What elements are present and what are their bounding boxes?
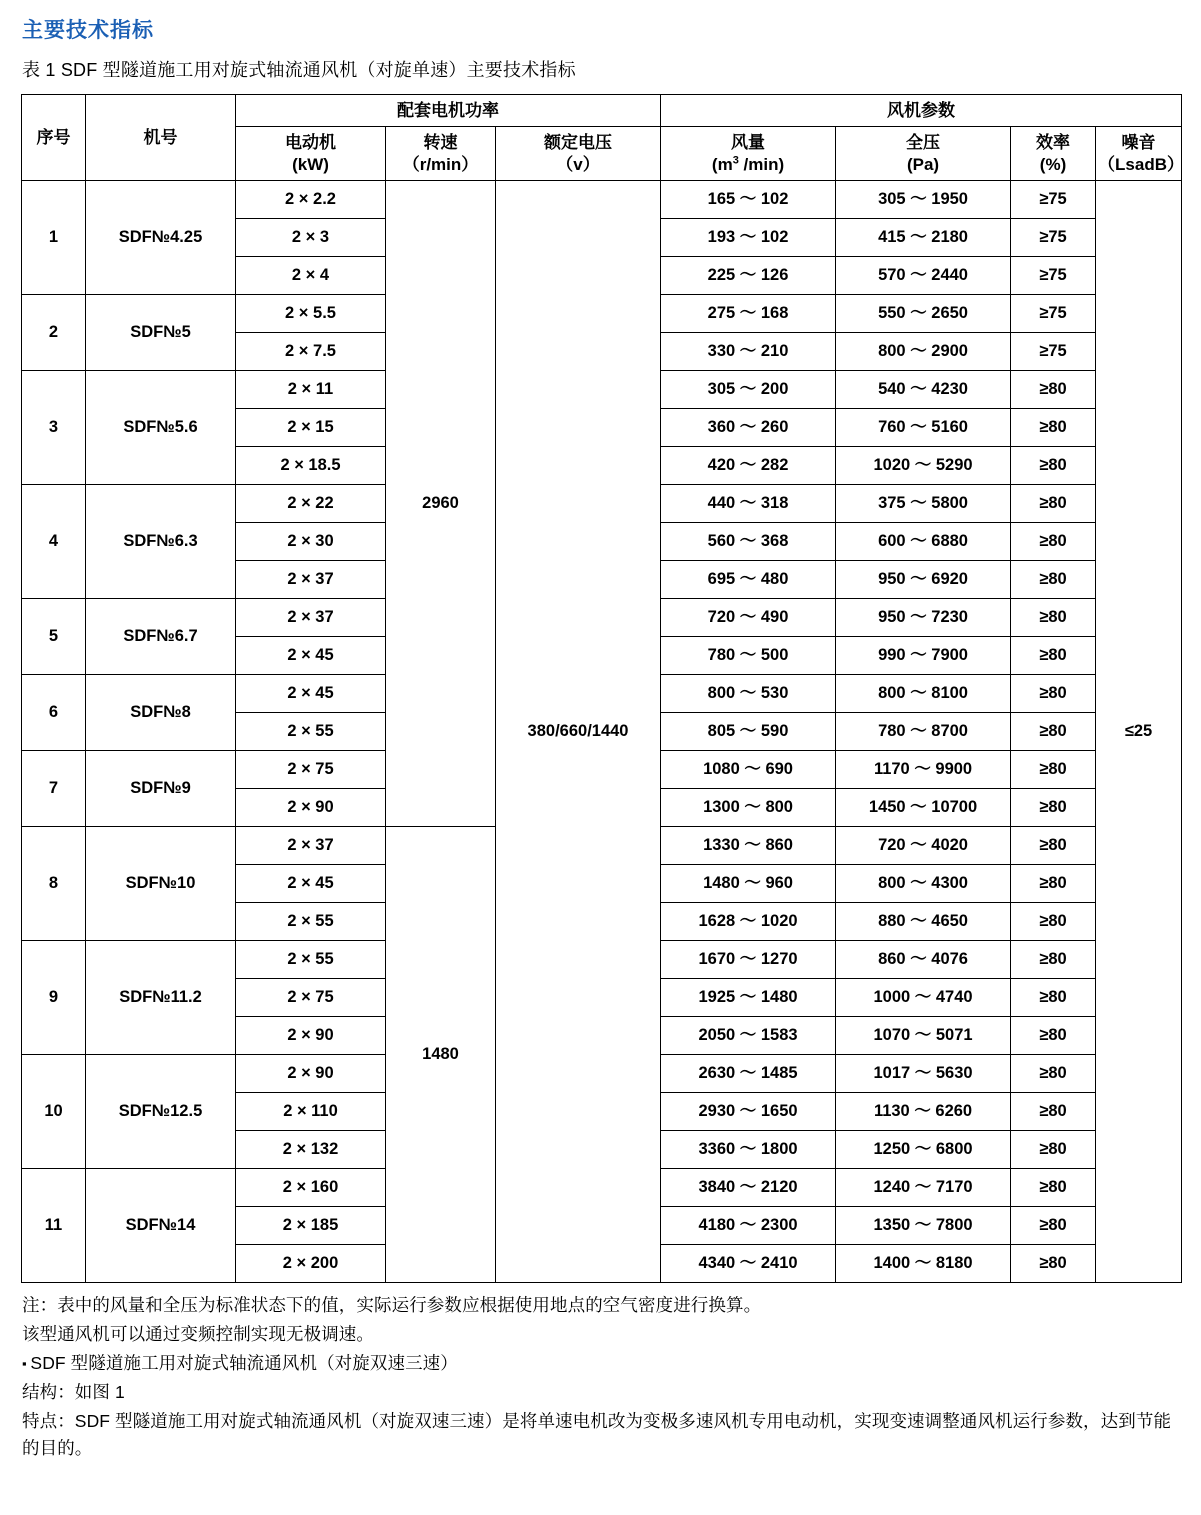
col-header-model: 机号	[86, 95, 236, 181]
cell-efficiency: ≥80	[1011, 864, 1096, 902]
cell-efficiency: ≥80	[1011, 712, 1096, 750]
cell-efficiency: ≥80	[1011, 636, 1096, 674]
cell-motor-power: 2 × 11	[236, 370, 386, 408]
cell-efficiency: ≥80	[1011, 750, 1096, 788]
cell-flow: 1300 ～ 800	[661, 788, 836, 826]
cell-efficiency: ≥80	[1011, 1206, 1096, 1244]
cell-efficiency: ≥80	[1011, 674, 1096, 712]
group-header-motor: 配套电机功率	[236, 95, 661, 127]
cell-efficiency: ≥80	[1011, 788, 1096, 826]
cell-flow: 720 ～ 490	[661, 598, 836, 636]
cell-flow: 420 ～ 282	[661, 446, 836, 484]
cell-motor-power: 2 × 7.5	[236, 332, 386, 370]
cell-model: SDF№10	[86, 826, 236, 940]
cell-flow: 193 ～ 102	[661, 218, 836, 256]
cell-motor-power: 2 × 45	[236, 636, 386, 674]
cell-flow: 275 ～ 168	[661, 294, 836, 332]
table-caption: 表 1 SDF 型隧道施工用对旋式轴流通风机（对旋单速）主要技术指标	[22, 60, 576, 80]
cell-efficiency: ≥80	[1011, 826, 1096, 864]
cell-flow: 1925 ～ 1480	[661, 978, 836, 1016]
cell-pressure: 1130 ～ 6260	[836, 1092, 1011, 1130]
cell-motor-power: 2 × 75	[236, 978, 386, 1016]
col-header-no: 序号	[22, 95, 86, 181]
cell-pressure: 860 ～ 4076	[836, 940, 1011, 978]
cell-pressure: 540 ～ 4230	[836, 370, 1011, 408]
cell-efficiency: ≥80	[1011, 1168, 1096, 1206]
cell-motor-power: 2 × 18.5	[236, 446, 386, 484]
cell-motor-power: 2 × 2.2	[236, 180, 386, 218]
cell-efficiency: ≥80	[1011, 484, 1096, 522]
cell-pressure: 990 ～ 7900	[836, 636, 1011, 674]
cell-efficiency: ≥75	[1011, 256, 1096, 294]
cell-flow: 4340 ～ 2410	[661, 1244, 836, 1282]
cell-flow: 305 ～ 200	[661, 370, 836, 408]
cell-motor-power: 2 × 75	[236, 750, 386, 788]
cell-efficiency: ≥80	[1011, 940, 1096, 978]
cell-pressure: 1000 ～ 4740	[836, 978, 1011, 1016]
cell-pressure: 1350 ～ 7800	[836, 1206, 1011, 1244]
cell-flow: 3840 ～ 2120	[661, 1168, 836, 1206]
cell-motor-power: 2 × 22	[236, 484, 386, 522]
cell-efficiency: ≥80	[1011, 978, 1096, 1016]
cell-flow: 330 ～ 210	[661, 332, 836, 370]
cell-no: 10	[22, 1054, 86, 1168]
cell-pressure: 570 ～ 2440	[836, 256, 1011, 294]
cell-model: SDF№8	[86, 674, 236, 750]
cell-flow: 2630 ～ 1485	[661, 1054, 836, 1092]
cell-pressure: 1250 ～ 6800	[836, 1130, 1011, 1168]
cell-motor-power: 2 × 37	[236, 598, 386, 636]
cell-motor-power: 2 × 45	[236, 864, 386, 902]
cell-motor-power: 2 × 37	[236, 826, 386, 864]
cell-pressure: 760 ～ 5160	[836, 408, 1011, 446]
cell-model: SDF№4.25	[86, 180, 236, 294]
cell-motor-power: 2 × 200	[236, 1244, 386, 1282]
col-header-pressure: 全压 (Pa)	[836, 127, 1011, 181]
cell-flow: 560 ～ 368	[661, 522, 836, 560]
cell-motor-power: 2 × 3	[236, 218, 386, 256]
cell-efficiency: ≥80	[1011, 370, 1096, 408]
cell-model: SDF№5.6	[86, 370, 236, 484]
cell-pressure: 1400 ～ 8180	[836, 1244, 1011, 1282]
cell-efficiency: ≥80	[1011, 1054, 1096, 1092]
note-line-5: 特点：SDF 型隧道施工用对旋式轴流通风机（对旋双速三速）是将单速电机改为变极多速风机专用电动机，实现变速调整通风机运行参数，达到节能的目的。	[22, 1411, 1172, 1459]
cell-speed-1480: 1480	[386, 826, 496, 1282]
cell-noise: ≤25	[1096, 180, 1182, 1282]
cell-pressure: 780 ～ 8700	[836, 712, 1011, 750]
col-header-noise: 噪音 （LsadB）	[1096, 127, 1182, 181]
cell-flow: 4180 ～ 2300	[661, 1206, 836, 1244]
cell-motor-power: 2 × 90	[236, 1016, 386, 1054]
note-line-3: ▪ SDF 型隧道施工用对旋式轴流通风机（对旋双速三速）	[22, 1350, 1181, 1377]
table-row	[22, 180, 1182, 218]
cell-pressure: 800 ～ 4300	[836, 864, 1011, 902]
cell-pressure: 720 ～ 4020	[836, 826, 1011, 864]
cell-no: 3	[22, 370, 86, 484]
note-line-2: 该型通风机可以通过变频控制实现无极调速。	[22, 1323, 374, 1344]
cell-efficiency: ≥80	[1011, 446, 1096, 484]
cell-motor-power: 2 × 90	[236, 1054, 386, 1092]
cell-motor-power: 2 × 160	[236, 1168, 386, 1206]
cell-model: SDF№6.3	[86, 484, 236, 598]
col-header-efficiency: 效率 (%)	[1011, 127, 1096, 181]
page-title: 主要技术指标	[22, 19, 154, 42]
cell-flow: 225 ～ 126	[661, 256, 836, 294]
col-header-motor-power: 电动机 (kW)	[236, 127, 386, 181]
cell-efficiency: ≥80	[1011, 902, 1096, 940]
cell-motor-power: 2 × 90	[236, 788, 386, 826]
cell-no: 9	[22, 940, 86, 1054]
cell-flow: 440 ～ 318	[661, 484, 836, 522]
cell-voltage: 380/660/1440	[496, 180, 661, 1282]
cell-pressure: 550 ～ 2650	[836, 294, 1011, 332]
cell-efficiency: ≥80	[1011, 1092, 1096, 1130]
cell-efficiency: ≥80	[1011, 522, 1096, 560]
cell-model: SDF№14	[86, 1168, 236, 1282]
cell-efficiency: ≥80	[1011, 598, 1096, 636]
cell-no: 1	[22, 180, 86, 294]
cell-no: 8	[22, 826, 86, 940]
cell-no: 5	[22, 598, 86, 674]
cell-motor-power: 2 × 110	[236, 1092, 386, 1130]
cell-no: 11	[22, 1168, 86, 1282]
cell-pressure: 1240 ～ 7170	[836, 1168, 1011, 1206]
note-line-1: 注：表中的风量和全压为标准状态下的值，实际运行参数应根据使用地点的空气密度进行换算。	[22, 1294, 762, 1315]
cell-motor-power: 2 × 30	[236, 522, 386, 560]
cell-flow: 695 ～ 480	[661, 560, 836, 598]
cell-pressure: 600 ～ 6880	[836, 522, 1011, 560]
cell-motor-power: 2 × 15	[236, 408, 386, 446]
col-header-flow: 风量 ($m^3$ /min)	[661, 127, 836, 181]
cell-efficiency: ≥80	[1011, 560, 1096, 598]
cell-flow: 800 ～ 530	[661, 674, 836, 712]
cell-model: SDF№11.2	[86, 940, 236, 1054]
cell-flow: 1480 ～ 960	[661, 864, 836, 902]
cell-motor-power: 2 × 185	[236, 1206, 386, 1244]
cell-efficiency: ≥75	[1011, 294, 1096, 332]
cell-motor-power: 2 × 55	[236, 712, 386, 750]
cell-motor-power: 2 × 5.5	[236, 294, 386, 332]
cell-pressure: 1170 ～ 9900	[836, 750, 1011, 788]
cell-efficiency: ≥80	[1011, 1244, 1096, 1282]
cell-flow: 1670 ～ 1270	[661, 940, 836, 978]
cell-pressure: 880 ～ 4650	[836, 902, 1011, 940]
note-line-4: 结构：如图 1	[22, 1382, 125, 1403]
cell-pressure: 950 ～ 7230	[836, 598, 1011, 636]
cell-motor-power: 2 × 55	[236, 940, 386, 978]
cell-flow: 805 ～ 590	[661, 712, 836, 750]
cell-speed-2960: 2960	[386, 180, 496, 826]
spec-table	[21, 94, 1182, 1283]
cell-efficiency: ≥75	[1011, 332, 1096, 370]
cell-flow: 360 ～ 260	[661, 408, 836, 446]
cell-no: 6	[22, 674, 86, 750]
cell-flow: 780 ～ 500	[661, 636, 836, 674]
cell-efficiency: ≥75	[1011, 218, 1096, 256]
group-header-fan: 风机参数	[661, 95, 1182, 127]
cell-pressure: 1450 ～ 10700	[836, 788, 1011, 826]
cell-efficiency: ≥75	[1011, 180, 1096, 218]
cell-model: SDF№9	[86, 750, 236, 826]
col-header-voltage: 额定电压 （v）	[496, 127, 661, 181]
cell-efficiency: ≥80	[1011, 1130, 1096, 1168]
cell-efficiency: ≥80	[1011, 1016, 1096, 1054]
cell-motor-power: 2 × 4	[236, 256, 386, 294]
cell-no: 4	[22, 484, 86, 598]
cell-pressure: 305 ～ 1950	[836, 180, 1011, 218]
table-body	[22, 180, 1182, 1282]
cell-model: SDF№5	[86, 294, 236, 370]
cell-motor-power: 2 × 37	[236, 560, 386, 598]
cell-pressure: 800 ～ 2900	[836, 332, 1011, 370]
cell-flow: 2050 ～ 1583	[661, 1016, 836, 1054]
cell-flow: 1080 ～ 690	[661, 750, 836, 788]
cell-flow: 165 ～ 102	[661, 180, 836, 218]
cell-flow: 2930 ～ 1650	[661, 1092, 836, 1130]
table-header	[22, 95, 1182, 181]
cell-flow: 1330 ～ 860	[661, 826, 836, 864]
cell-motor-power: 2 × 132	[236, 1130, 386, 1168]
cell-flow: 1628 ～ 1020	[661, 902, 836, 940]
cell-model: SDF№6.7	[86, 598, 236, 674]
cell-motor-power: 2 × 45	[236, 674, 386, 712]
cell-no: 7	[22, 750, 86, 826]
cell-efficiency: ≥80	[1011, 408, 1096, 446]
cell-pressure: 415 ～ 2180	[836, 218, 1011, 256]
notes-block	[20, 1292, 1181, 1463]
cell-pressure: 1017 ～ 5630	[836, 1054, 1011, 1092]
cell-pressure: 800 ～ 8100	[836, 674, 1011, 712]
cell-no: 2	[22, 294, 86, 370]
cell-flow: 3360 ～ 1800	[661, 1130, 836, 1168]
cell-pressure: 1070 ～ 5071	[836, 1016, 1011, 1054]
cell-motor-power: 2 × 55	[236, 902, 386, 940]
cell-pressure: 950 ～ 6920	[836, 560, 1011, 598]
cell-pressure: 375 ～ 5800	[836, 484, 1011, 522]
cell-pressure: 1020 ～ 5290	[836, 446, 1011, 484]
col-header-speed: 转速 （r/min）	[386, 127, 496, 181]
cell-model: SDF№12.5	[86, 1054, 236, 1168]
